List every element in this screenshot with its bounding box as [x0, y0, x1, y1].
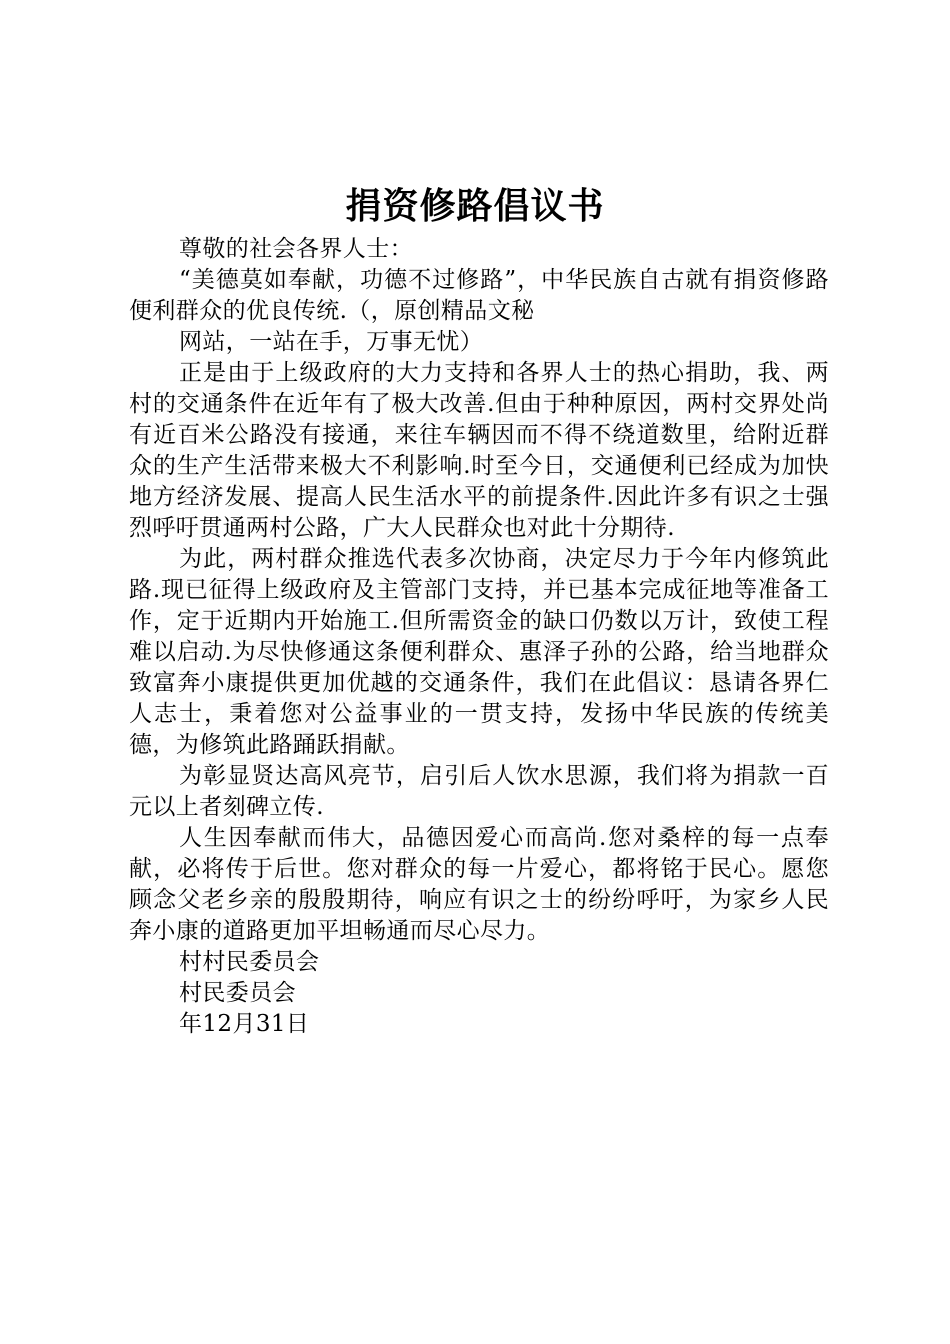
paragraph-commemoration: 为彰显贤达高风亮节，启引后人饮水思源，我们将为捐款一百元以上者刻碑立传.: [129, 763, 829, 820]
signature-committee-2: 村民委员会: [179, 980, 296, 1006]
paragraph-background: 正是由于上级政府的大力支持和各界人士的热心捐助，我、两村的交通条件在近年有了极大改善.但由于种种原因，两村交界处尚有近百米公路没有接通，来往车辆因而不得不绕道数里，给附近群众的生产生活带来极大不利影响.时至今日，交通便利已经成为加快地方经济发展、提高人民生活水平的前提条件.因此许多有识之士强烈呼吁贯通两村公路，广大人民群众也对此十分期待.: [129, 360, 829, 541]
paragraph-intro-continued: 网站，一站在手，万事无忧）: [179, 329, 484, 355]
paragraph-closing: 人生因奉献而伟大，品德因爱心而高尚.您对桑梓的每一点奉献，必将传于后世。您对群众的每一片爱心，都将铭于民心。愿您顾念父老乡亲的殷殷期待，响应有识之士的纷纷呼吁，为家乡人民奔小康的道路更加平坦畅通而尽心尽力。: [129, 825, 829, 944]
document-title: 捐资修路倡议书: [345, 186, 605, 227]
paragraph-intro: “美德莫如奉献，功德不过修路”，中华民族自古就有捐资修路便利群众的优良传统.（，原创精品文秘: [129, 267, 829, 324]
paragraph-proposal: 为此，两村群众推选代表多次协商，决定尽力于今年内修筑此路.现已征得上级政府及主管部门支持，并已基本完成征地等准备工作，定于近期内开始施工.但所需资金的缺口仍数以万计，致使工程难以启动.为尽快修通这条便利群众、惠泽子孙的公路，给当地群众致富奔小康提供更加优越的交通条件，我们在此倡议：恳请各界仁人志士，秉着您对公益事业的一贯支持，发扬中华民族的传统美德，为修筑此路踊跃捐献。: [129, 546, 829, 758]
signature-committee-1: 村村民委员会: [179, 949, 320, 975]
document-body: [129, 234, 829, 1040]
salutation: 尊敬的社会各界人士：: [179, 236, 413, 262]
signature-date: 年12月31日: [179, 1011, 310, 1037]
